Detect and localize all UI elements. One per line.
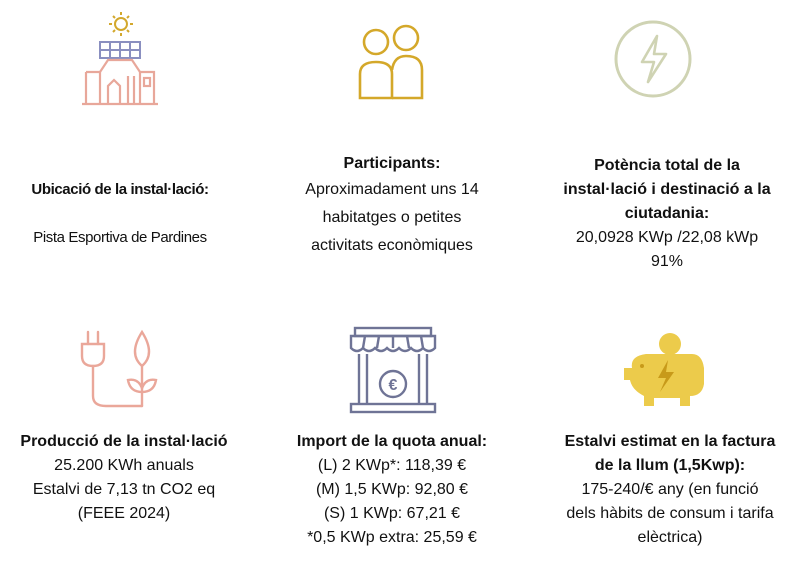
savings-title: de la llum (1,5Kwp): — [594, 457, 746, 474]
production-title: Producció de la instal·lació — [20, 433, 228, 450]
location-block — [20, 178, 220, 250]
participants-line: habitatges o petites — [322, 209, 462, 226]
solar-house-icon — [78, 10, 166, 110]
savings-title: Estalvi estimat en la factura — [564, 433, 776, 450]
power-title: Potència total de la — [594, 157, 740, 174]
power-block — [532, 154, 802, 274]
power-value: 20,0928 KWp /22,08 kWp — [575, 229, 759, 246]
power-title: ciutadania: — [624, 205, 710, 222]
fee-title: Import de la quota anual: — [296, 433, 488, 450]
savings-block — [534, 430, 806, 550]
fee-line: (M) 1,5 KWp: 92,80 € — [315, 481, 469, 498]
savings-line: 175-240/€ any (en funció — [581, 481, 759, 498]
power-title: instal·lació i destinació a la — [563, 181, 771, 198]
savings-line: elèctrica) — [637, 529, 703, 546]
fee-block — [270, 430, 514, 550]
fee-line: *0,5 KWp extra: 25,59 € — [307, 529, 477, 546]
piggy-bank-bolt-icon — [616, 330, 712, 410]
savings-line: dels hàbits de consum i tarifa — [566, 505, 774, 522]
plug-and-plant-icon — [76, 326, 176, 416]
participants-line: activitats econòmiques — [311, 237, 473, 254]
shop-euro-icon — [345, 324, 441, 414]
participants-title: Participants: — [343, 155, 441, 172]
location-title: Ubicació de la instal·lació: — [31, 181, 209, 198]
svg-text:€: € — [388, 377, 398, 394]
fee-line: (L) 2 KWp*: 118,39 € — [317, 457, 467, 474]
location-value: Pista Esportiva de Pardines — [33, 229, 207, 246]
participants-block — [262, 152, 522, 260]
production-block — [4, 430, 244, 526]
fee-line: (S) 1 KWp: 67,21 € — [323, 505, 461, 522]
participants-line: Aproximadament uns 14 — [305, 181, 479, 198]
production-line: 25.200 KWh anuals — [54, 457, 194, 474]
production-line: Estalvi de 7,13 tn CO2 eq — [32, 481, 216, 498]
power-percent: 91% — [650, 253, 684, 270]
lightning-bolt-icon — [612, 18, 694, 100]
production-line: (FEEE 2024) — [77, 505, 171, 522]
people-icon — [352, 22, 432, 102]
